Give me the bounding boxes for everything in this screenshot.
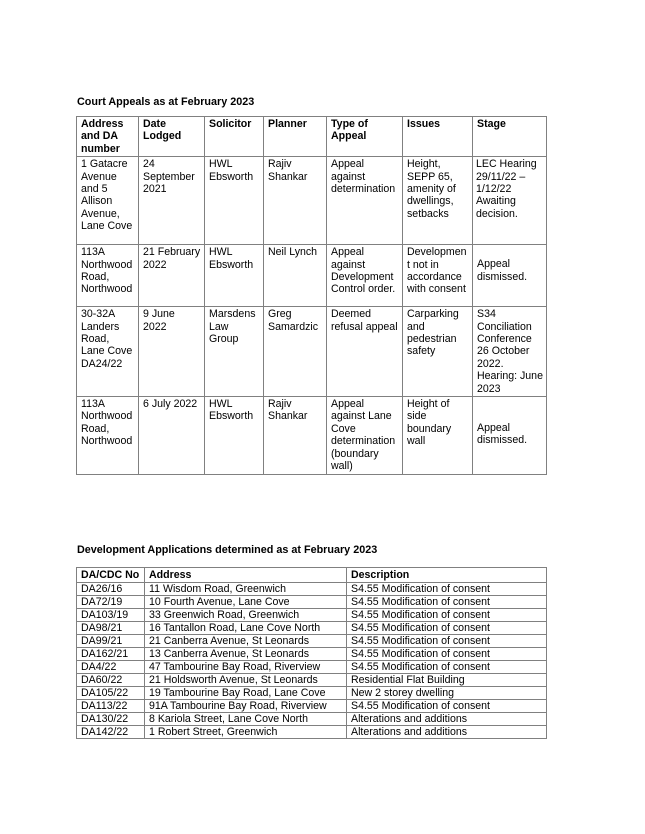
da-address: 47 Tambourine Bay Road, Riverview <box>145 661 347 674</box>
appeal-stage-cell <box>473 245 547 307</box>
header-solicitor: Solicitor <box>205 117 264 157</box>
appeal-stage: LEC Hearing 29/11/22 – 1/12/22 Awaiting decision. <box>473 157 547 245</box>
appeal-solicitor: Marsdens Law Group <box>205 307 264 397</box>
appeal-stage: Appeal dismissed. <box>477 422 528 447</box>
header-address: Address and DA number <box>77 117 139 157</box>
development-applications-table <box>76 567 547 739</box>
da-description: S4.55 Modification of consent <box>347 583 547 596</box>
appeal-address: 113A Northwood Road, Northwood <box>77 245 139 307</box>
court-appeals-header-row <box>77 117 547 157</box>
da-address: 1 Robert Street, Greenwich <box>145 726 347 739</box>
table-row <box>77 397 547 474</box>
da-number: DA60/22 <box>77 674 145 687</box>
table-row <box>77 700 547 713</box>
appeal-date: 21 February 2022 <box>139 245 205 307</box>
da-number: DA99/21 <box>77 635 145 648</box>
da-number: DA103/19 <box>77 609 145 622</box>
header-da-cdc-no: DA/CDC No <box>77 568 145 583</box>
appeal-solicitor: HWL Ebsworth <box>205 397 264 474</box>
table-row <box>77 622 547 635</box>
da-description: Residential Flat Building <box>347 674 547 687</box>
appeal-type: Appeal against Lane Cove determination (boundary wall) <box>327 397 403 474</box>
appeal-date: 6 July 2022 <box>139 397 205 474</box>
appeal-issues: Carparking and pedestrian safety <box>403 307 473 397</box>
da-number: DA98/21 <box>77 622 145 635</box>
header-address: Address <box>145 568 347 583</box>
da-address: 91A Tambourine Bay Road, Riverview <box>145 700 347 713</box>
da-description: S4.55 Modification of consent <box>347 622 547 635</box>
da-address: 16 Tantallon Road, Lane Cove North <box>145 622 347 635</box>
appeal-type: Appeal against determination <box>327 157 403 245</box>
appeal-stage: Appeal dismissed. <box>477 258 528 283</box>
header-description: Description <box>347 568 547 583</box>
header-stage: Stage <box>473 117 547 157</box>
da-address: 21 Canberra Avenue, St Leonards <box>145 635 347 648</box>
appeal-planner: Neil Lynch <box>264 245 327 307</box>
court-appeals-heading: Court Appeals as at February 2023 <box>77 96 255 108</box>
table-row <box>77 245 547 307</box>
table-row <box>77 596 547 609</box>
appeal-stage-cell <box>473 397 547 474</box>
da-description: S4.55 Modification of consent <box>347 635 547 648</box>
table-row <box>77 157 547 245</box>
da-number: DA105/22 <box>77 687 145 700</box>
da-description: Alterations and additions <box>347 713 547 726</box>
appeal-date: 24 September 2021 <box>139 157 205 245</box>
da-description: S4.55 Modification of consent <box>347 596 547 609</box>
da-number: DA162/21 <box>77 648 145 661</box>
da-header-row <box>77 568 547 583</box>
table-row <box>77 583 547 596</box>
da-address: 11 Wisdom Road, Greenwich <box>145 583 347 596</box>
da-description: S4.55 Modification of consent <box>347 661 547 674</box>
appeal-issues: Height, SEPP 65, amenity of dwellings, setbacks <box>403 157 473 245</box>
table-row <box>77 726 547 739</box>
da-address: 8 Kariola Street, Lane Cove North <box>145 713 347 726</box>
appeal-issues: Development not in accordance with consent <box>403 245 473 307</box>
table-row <box>77 307 547 397</box>
table-row <box>77 648 547 661</box>
appeal-solicitor: HWL Ebsworth <box>205 157 264 245</box>
da-address: 13 Canberra Avenue, St Leonards <box>145 648 347 661</box>
appeal-solicitor: HWL Ebsworth <box>205 245 264 307</box>
court-appeals-table <box>76 116 547 475</box>
da-number: DA4/22 <box>77 661 145 674</box>
table-row <box>77 674 547 687</box>
da-address: 33 Greenwich Road, Greenwich <box>145 609 347 622</box>
table-row <box>77 661 547 674</box>
header-date-lodged: Date Lodged <box>139 117 205 157</box>
table-row <box>77 635 547 648</box>
appeal-planner: Rajiv Shankar <box>264 397 327 474</box>
da-description: S4.55 Modification of consent <box>347 700 547 713</box>
da-number: DA72/19 <box>77 596 145 609</box>
da-description: S4.55 Modification of consent <box>347 609 547 622</box>
da-address: 21 Holdsworth Avenue, St Leonards <box>145 674 347 687</box>
appeal-type: Deemed refusal appeal <box>327 307 403 397</box>
appeal-planner: Rajiv Shankar <box>264 157 327 245</box>
appeal-planner: Greg Samardzic <box>264 307 327 397</box>
appeal-date: 9 June 2022 <box>139 307 205 397</box>
table-row <box>77 687 547 700</box>
da-description: S4.55 Modification of consent <box>347 648 547 661</box>
appeal-stage: S34 Conciliation Conference 26 October 2022. Hearing: June 2023 <box>473 307 547 397</box>
da-description: New 2 storey dwelling <box>347 687 547 700</box>
da-number: DA26/16 <box>77 583 145 596</box>
development-applications-heading: Development Applications determined as at February 2023 <box>77 544 378 556</box>
da-address: 19 Tambourine Bay Road, Lane Cove <box>145 687 347 700</box>
da-number: DA142/22 <box>77 726 145 739</box>
header-planner: Planner <box>264 117 327 157</box>
da-number: DA130/22 <box>77 713 145 726</box>
header-type-of-appeal: Type of Appeal <box>327 117 403 157</box>
table-row <box>77 713 547 726</box>
da-address: 10 Fourth Avenue, Lane Cove <box>145 596 347 609</box>
appeal-address: 113A Northwood Road, Northwood <box>77 397 139 474</box>
appeal-type: Appeal against Development Control order. <box>327 245 403 307</box>
appeal-address: 1 Gatacre Avenue and 5 Allison Avenue, Lane Cove <box>77 157 139 245</box>
header-issues: Issues <box>403 117 473 157</box>
da-description: Alterations and additions <box>347 726 547 739</box>
table-row <box>77 609 547 622</box>
da-number: DA113/22 <box>77 700 145 713</box>
appeal-address: 30-32A Landers Road, Lane Cove DA24/22 <box>77 307 139 397</box>
appeal-issues: Height of side boundary wall <box>403 397 473 474</box>
